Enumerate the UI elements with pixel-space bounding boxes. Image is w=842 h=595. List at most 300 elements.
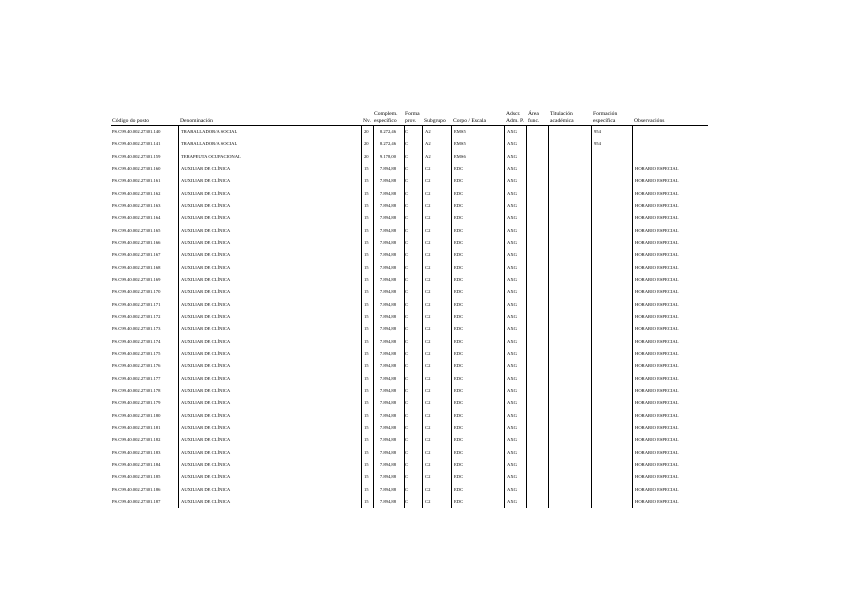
cell-codigo: PS.C99.40.002.27301.167 [112, 252, 161, 258]
cell-subgrupo: C2 [425, 424, 431, 430]
cell-subgrupo: C2 [425, 449, 431, 455]
cell-nv: 15 [364, 461, 369, 467]
table-row [0, 141, 842, 153]
header-forma-bottom: prov. [405, 118, 417, 124]
cell-corpo: EDC [454, 313, 464, 319]
cell-adscr: AXG [507, 178, 517, 184]
cell-observacions: HORARIO ESPECIAL [635, 289, 679, 295]
cell-subgrupo: C2 [425, 190, 431, 196]
cell-forma: C [405, 252, 409, 258]
cell-codigo: PS.C99.40.002.27301.177 [112, 375, 161, 381]
cell-subgrupo: C2 [425, 400, 431, 406]
cell-adscr: AXG [507, 437, 517, 443]
cell-denominacion: AUXILIAR DE CLÍNICA [181, 301, 231, 307]
cell-complem: 7.894,88 [379, 326, 396, 332]
cell-codigo: PS.C99.40.002.27301.176 [112, 363, 161, 369]
cell-complem: 7.894,88 [379, 301, 396, 307]
cell-corpo: EDC [454, 178, 464, 184]
cell-denominacion: AUXILIAR DE CLÍNICA [181, 486, 231, 492]
cell-complem: 9.178,00 [379, 153, 396, 159]
cell-subgrupo: C2 [425, 338, 431, 344]
cell-complem: 7.894,88 [379, 474, 396, 480]
cell-complem: 7.894,88 [379, 227, 396, 233]
cell-codigo: PS.C99.40.002.27301.180 [112, 412, 161, 418]
cell-forma: C [405, 301, 409, 307]
header-rule [111, 125, 708, 126]
cell-adscr: AXG [507, 387, 517, 393]
cell-complem: 8.272,46 [379, 129, 396, 134]
cell-codigo: PS.C99.40.002.27301.140 [112, 129, 161, 134]
cell-corpo: EDC [454, 424, 464, 430]
cell-forma: C [405, 449, 409, 455]
cell-observacions: HORARIO ESPECIAL [635, 437, 679, 443]
cell-complem: 7.894,88 [379, 498, 396, 504]
cell-complem: 7.894,88 [379, 239, 396, 245]
cell-subgrupo: C2 [425, 412, 431, 418]
cell-denominacion: AUXILIAR DE CLÍNICA [181, 289, 231, 295]
cell-codigo: PS.C99.40.002.27301.175 [112, 350, 161, 356]
cell-denominacion: AUXILIAR DE CLÍNICA [181, 498, 231, 504]
table-row [0, 462, 842, 474]
cell-corpo: EDC [454, 165, 464, 171]
cell-codigo: PS.C99.40.002.27301.173 [112, 326, 161, 332]
cell-codigo: PS.C99.40.002.27301.178 [112, 387, 161, 393]
cell-forma: C [405, 437, 409, 443]
table-row [0, 376, 842, 388]
cell-complem: 7.894,88 [379, 252, 396, 258]
cell-corpo: EDC [454, 276, 464, 282]
cell-complem: 7.894,88 [379, 424, 396, 430]
cell-corpo: EDC [454, 227, 464, 233]
cell-forma: C [405, 202, 409, 208]
cell-adscr: AXG [507, 350, 517, 356]
table-row [0, 388, 842, 400]
header-complem-top: Complem. [374, 111, 398, 117]
table-row [0, 450, 842, 462]
cell-adscr: AXG [507, 190, 517, 196]
cell-adscr: AXG [507, 141, 517, 147]
cell-corpo: EDC [454, 412, 464, 418]
cell-nv: 15 [364, 338, 369, 344]
cell-subgrupo: C2 [425, 239, 431, 245]
cell-forma: C [405, 338, 409, 344]
table-row [0, 499, 842, 511]
table-row [0, 437, 842, 449]
cell-subgrupo: C2 [425, 486, 431, 492]
cell-nv: 15 [364, 400, 369, 406]
table-row [0, 339, 842, 351]
cell-adscr: AXG [507, 363, 517, 369]
cell-denominacion: AUXILIAR DE CLÍNICA [181, 461, 231, 467]
cell-denominacion: AUXILIAR DE CLÍNICA [181, 375, 231, 381]
cell-complem: 7.894,88 [379, 215, 396, 221]
header-subgrupo: Subgrupo [424, 118, 446, 124]
cell-adscr: AXG [507, 498, 517, 504]
table-row [0, 363, 842, 375]
cell-denominacion: AUXILIAR DE CLÍNICA [181, 264, 231, 270]
cell-observacions: HORARIO ESPECIAL [635, 190, 679, 196]
cell-codigo: PS.C99.40.002.27301.179 [112, 400, 161, 406]
cell-adscr: AXG [507, 264, 517, 270]
cell-denominacion: AUXILIAR DE CLÍNICA [181, 165, 231, 171]
cell-adscr: AXG [507, 252, 517, 258]
cell-nv: 15 [364, 301, 369, 307]
cell-observacions: HORARIO ESPECIAL [635, 412, 679, 418]
cell-denominacion: TERAPEUTA OCUPACIONAL [181, 153, 241, 159]
cell-complem: 7.894,88 [379, 412, 396, 418]
cell-observacions: HORARIO ESPECIAL [635, 215, 679, 221]
cell-nv: 15 [364, 215, 369, 221]
cell-denominacion: AUXILIAR DE CLÍNICA [181, 313, 231, 319]
table-row [0, 166, 842, 178]
cell-complem: 7.894,88 [379, 350, 396, 356]
cell-denominacion: AUXILIAR DE CLÍNICA [181, 178, 231, 184]
cell-codigo: PS.C99.40.002.27301.164 [112, 215, 161, 221]
cell-forma: C [405, 239, 409, 245]
cell-forma: C [405, 190, 409, 196]
cell-adscr: AXG [507, 338, 517, 344]
cell-subgrupo: C2 [425, 178, 431, 184]
cell-subgrupo: C2 [425, 313, 431, 319]
cell-adscr: AXG [507, 129, 517, 134]
cell-denominacion: AUXILIAR DE CLÍNICA [181, 252, 231, 258]
cell-observacions: HORARIO ESPECIAL [635, 449, 679, 455]
cell-observacions: HORARIO ESPECIAL [635, 375, 679, 381]
cell-codigo: PS.C99.40.002.27301.141 [112, 141, 161, 147]
header-corpo: Corpo / Escala [453, 118, 486, 124]
cell-subgrupo: A2 [425, 141, 431, 147]
cell-observacions: HORARIO ESPECIAL [635, 498, 679, 504]
cell-codigo: PS.C99.40.002.27301.184 [112, 461, 161, 467]
cell-forma: C [405, 227, 409, 233]
cell-corpo: EDC [454, 474, 464, 480]
cell-corpo: EDC [454, 215, 464, 221]
cell-nv: 15 [364, 313, 369, 319]
cell-complem: 7.894,88 [379, 449, 396, 455]
cell-nv: 20 [364, 129, 369, 134]
cell-codigo: PS.C99.40.002.27301.170 [112, 289, 161, 295]
cell-denominacion: AUXILIAR DE CLÍNICA [181, 338, 231, 344]
cell-nv: 15 [364, 412, 369, 418]
cell-observacions: HORARIO ESPECIAL [635, 400, 679, 406]
cell-complem: 7.894,88 [379, 313, 396, 319]
cell-adscr: AXG [507, 165, 517, 171]
cell-adscr: AXG [507, 461, 517, 467]
table-row [0, 228, 842, 240]
cell-observacions: HORARIO ESPECIAL [635, 461, 679, 467]
cell-complem: 7.894,88 [379, 165, 396, 171]
cell-codigo: PS.C99.40.002.27301.160 [112, 165, 161, 171]
cell-nv: 15 [364, 474, 369, 480]
cell-forma: C [405, 165, 409, 171]
cell-denominacion: TRABALLADOR/A SOCIAL [181, 129, 238, 134]
cell-nv: 15 [364, 449, 369, 455]
table-row [0, 191, 842, 203]
cell-subgrupo: C2 [425, 165, 431, 171]
cell-codigo: PS.C99.40.002.27301.163 [112, 202, 161, 208]
cell-denominacion: AUXILIAR DE CLÍNICA [181, 400, 231, 406]
cell-nv: 15 [364, 387, 369, 393]
cell-corpo: EDC [454, 363, 464, 369]
table-row [0, 400, 842, 412]
cell-formacion: 954 [594, 141, 601, 147]
cell-adscr: AXG [507, 313, 517, 319]
cell-complem: 7.894,88 [379, 486, 396, 492]
cell-complem: 7.894,88 [379, 437, 396, 443]
cell-corpo: EDC [454, 486, 464, 492]
cell-subgrupo: C2 [425, 252, 431, 258]
header-forma-top: Forma [405, 111, 420, 117]
cell-denominacion: AUXILIAR DE CLÍNICA [181, 202, 231, 208]
cell-codigo: PS.C99.40.002.27301.161 [112, 178, 161, 184]
header-titulacion-top: Titulación [550, 111, 573, 117]
cell-denominacion: AUXILIAR DE CLÍNICA [181, 326, 231, 332]
cell-complem: 7.894,88 [379, 338, 396, 344]
cell-corpo: EDC [454, 449, 464, 455]
cell-adscr: AXG [507, 326, 517, 332]
cell-corpo: EDC [454, 301, 464, 307]
cell-subgrupo: A2 [425, 129, 431, 134]
header-denominacion: Denominación [180, 118, 213, 124]
cell-subgrupo: C2 [425, 437, 431, 443]
cell-forma: C [405, 486, 409, 492]
cell-denominacion: AUXILIAR DE CLÍNICA [181, 215, 231, 221]
cell-forma: C [405, 424, 409, 430]
cell-forma: C [405, 129, 409, 134]
cell-adscr: AXG [507, 227, 517, 233]
cell-subgrupo: C2 [425, 474, 431, 480]
cell-corpo: EDC [454, 498, 464, 504]
header-formacion-top: Formación [593, 111, 618, 117]
cell-denominacion: AUXILIAR DE CLÍNICA [181, 239, 231, 245]
cell-nv: 15 [364, 498, 369, 504]
cell-observacions: HORARIO ESPECIAL [635, 301, 679, 307]
cell-forma: C [405, 461, 409, 467]
cell-adscr: AXG [507, 289, 517, 295]
cell-forma: C [405, 276, 409, 282]
cell-corpo: EDC [454, 375, 464, 381]
cell-subgrupo: C2 [425, 215, 431, 221]
table-row [0, 154, 842, 166]
cell-nv: 15 [364, 227, 369, 233]
header-codigo: Código do posto [112, 118, 149, 124]
cell-adscr: AXG [507, 239, 517, 245]
cell-forma: C [405, 498, 409, 504]
cell-subgrupo: C2 [425, 301, 431, 307]
cell-codigo: PS.C99.40.002.27301.168 [112, 264, 161, 270]
cell-corpo: EMS5 [454, 129, 466, 134]
cell-nv: 15 [364, 190, 369, 196]
table-row [0, 474, 842, 486]
cell-nv: 15 [364, 437, 369, 443]
cell-nv: 15 [364, 350, 369, 356]
cell-forma: C [405, 153, 409, 159]
cell-observacions: HORARIO ESPECIAL [635, 486, 679, 492]
cell-corpo: EMS5 [454, 141, 466, 147]
cell-observacions: HORARIO ESPECIAL [635, 165, 679, 171]
cell-codigo: PS.C99.40.002.27301.172 [112, 313, 161, 319]
cell-subgrupo: C2 [425, 264, 431, 270]
cell-denominacion: AUXILIAR DE CLÍNICA [181, 474, 231, 480]
cell-complem: 7.894,88 [379, 264, 396, 270]
cell-denominacion: AUXILIAR DE CLÍNICA [181, 350, 231, 356]
cell-observacions: HORARIO ESPECIAL [635, 474, 679, 480]
cell-nv: 15 [364, 486, 369, 492]
table-row [0, 289, 842, 301]
header-area-bottom: func. [528, 118, 540, 124]
cell-forma: C [405, 289, 409, 295]
table-row [0, 425, 842, 437]
cell-subgrupo: C2 [425, 350, 431, 356]
cell-forma: C [405, 313, 409, 319]
cell-nv: 20 [364, 153, 369, 159]
cell-adscr: AXG [507, 215, 517, 221]
cell-complem: 7.894,88 [379, 461, 396, 467]
header-area-top: Área [528, 111, 539, 117]
cell-codigo: PS.C99.40.002.27301.169 [112, 276, 161, 282]
cell-observacions: HORARIO ESPECIAL [635, 202, 679, 208]
cell-adscr: AXG [507, 153, 517, 159]
cell-corpo: EMS6 [454, 153, 466, 159]
cell-adscr: AXG [507, 202, 517, 208]
cell-forma: C [405, 474, 409, 480]
header-nv: Nv. [363, 118, 371, 124]
cell-subgrupo: C2 [425, 498, 431, 504]
cell-observacions: HORARIO ESPECIAL [635, 252, 679, 258]
table-row [0, 277, 842, 289]
cell-formacion: 954 [594, 129, 601, 134]
cell-forma: C [405, 363, 409, 369]
cell-nv: 15 [364, 276, 369, 282]
cell-complem: 7.894,88 [379, 375, 396, 381]
cell-nv: 15 [364, 202, 369, 208]
cell-subgrupo: C2 [425, 289, 431, 295]
cell-denominacion: AUXILIAR DE CLÍNICA [181, 276, 231, 282]
cell-nv: 15 [364, 252, 369, 258]
cell-denominacion: AUXILIAR DE CLÍNICA [181, 227, 231, 233]
cell-corpo: EDC [454, 289, 464, 295]
cell-codigo: PS.C99.40.002.27301.174 [112, 338, 161, 344]
cell-nv: 15 [364, 165, 369, 171]
cell-subgrupo: C2 [425, 461, 431, 467]
cell-denominacion: AUXILIAR DE CLÍNICA [181, 449, 231, 455]
cell-adscr: AXG [507, 301, 517, 307]
cell-observacions: HORARIO ESPECIAL [635, 227, 679, 233]
cell-codigo: PS.C99.40.002.27301.181 [112, 424, 161, 430]
cell-subgrupo: C2 [425, 227, 431, 233]
cell-adscr: AXG [507, 474, 517, 480]
table-row [0, 265, 842, 277]
header-complem-bottom: específico [374, 118, 397, 124]
cell-corpo: EDC [454, 400, 464, 406]
cell-subgrupo: C2 [425, 375, 431, 381]
cell-complem: 8.272,46 [379, 141, 396, 147]
cell-observacions: HORARIO ESPECIAL [635, 363, 679, 369]
header-adscr-bottom: Adm. P. [506, 118, 524, 124]
cell-corpo: EDC [454, 326, 464, 332]
cell-codigo: PS.C99.40.002.27301.159 [112, 153, 161, 159]
cell-subgrupo: C2 [425, 326, 431, 332]
cell-subgrupo: A2 [425, 153, 431, 159]
table-row [0, 351, 842, 363]
cell-adscr: AXG [507, 486, 517, 492]
cell-forma: C [405, 400, 409, 406]
table-row [0, 215, 842, 227]
cell-corpo: EDC [454, 387, 464, 393]
cell-denominacion: AUXILIAR DE CLÍNICA [181, 437, 231, 443]
cell-complem: 7.894,88 [379, 202, 396, 208]
cell-nv: 15 [364, 264, 369, 270]
cell-subgrupo: C2 [425, 202, 431, 208]
cell-adscr: AXG [507, 375, 517, 381]
cell-corpo: EDC [454, 338, 464, 344]
cell-observacions: HORARIO ESPECIAL [635, 387, 679, 393]
table-row [0, 203, 842, 215]
cell-denominacion: AUXILIAR DE CLÍNICA [181, 412, 231, 418]
cell-nv: 15 [364, 424, 369, 430]
cell-observacions: HORARIO ESPECIAL [635, 276, 679, 282]
cell-nv: 15 [364, 326, 369, 332]
table-row [0, 178, 842, 190]
cell-nv: 15 [364, 375, 369, 381]
cell-observacions: HORARIO ESPECIAL [635, 424, 679, 430]
table-row [0, 240, 842, 252]
cell-nv: 15 [364, 178, 369, 184]
cell-adscr: AXG [507, 424, 517, 430]
cell-corpo: EDC [454, 252, 464, 258]
table-row [0, 252, 842, 264]
cell-corpo: EDC [454, 202, 464, 208]
cell-corpo: EDC [454, 437, 464, 443]
cell-observacions: HORARIO ESPECIAL [635, 326, 679, 332]
cell-complem: 7.894,88 [379, 289, 396, 295]
cell-observacions: HORARIO ESPECIAL [635, 313, 679, 319]
cell-adscr: AXG [507, 412, 517, 418]
cell-denominacion: AUXILIAR DE CLÍNICA [181, 424, 231, 430]
cell-observacions: HORARIO ESPECIAL [635, 350, 679, 356]
cell-codigo: PS.C99.40.002.27301.165 [112, 227, 161, 233]
cell-codigo: PS.C99.40.002.27301.162 [112, 190, 161, 196]
cell-codigo: PS.C99.40.002.27301.182 [112, 437, 161, 443]
header-adscr-top: Adscr. [506, 111, 521, 117]
cell-observacions: HORARIO ESPECIAL [635, 264, 679, 270]
table-row [0, 326, 842, 338]
cell-forma: C [405, 387, 409, 393]
cell-nv: 15 [364, 239, 369, 245]
cell-codigo: PS.C99.40.002.27301.187 [112, 498, 161, 504]
cell-observacions: HORARIO ESPECIAL [635, 239, 679, 245]
cell-corpo: EDC [454, 264, 464, 270]
cell-observacions: HORARIO ESPECIAL [635, 338, 679, 344]
cell-forma: C [405, 326, 409, 332]
cell-corpo: EDC [454, 461, 464, 467]
cell-complem: 7.894,88 [379, 276, 396, 282]
cell-corpo: EDC [454, 239, 464, 245]
cell-subgrupo: C2 [425, 387, 431, 393]
table-row [0, 487, 842, 499]
cell-codigo: PS.C99.40.002.27301.166 [112, 239, 161, 245]
cell-forma: C [405, 264, 409, 270]
cell-adscr: AXG [507, 276, 517, 282]
cell-codigo: PS.C99.40.002.27301.185 [112, 474, 161, 480]
cell-codigo: PS.C99.40.002.27301.171 [112, 301, 161, 307]
cell-adscr: AXG [507, 400, 517, 406]
cell-codigo: PS.C99.40.002.27301.186 [112, 486, 161, 492]
cell-observacions: HORARIO ESPECIAL [635, 178, 679, 184]
cell-subgrupo: C2 [425, 363, 431, 369]
cell-forma: C [405, 375, 409, 381]
header-formacion-bottom: específica [593, 118, 616, 124]
